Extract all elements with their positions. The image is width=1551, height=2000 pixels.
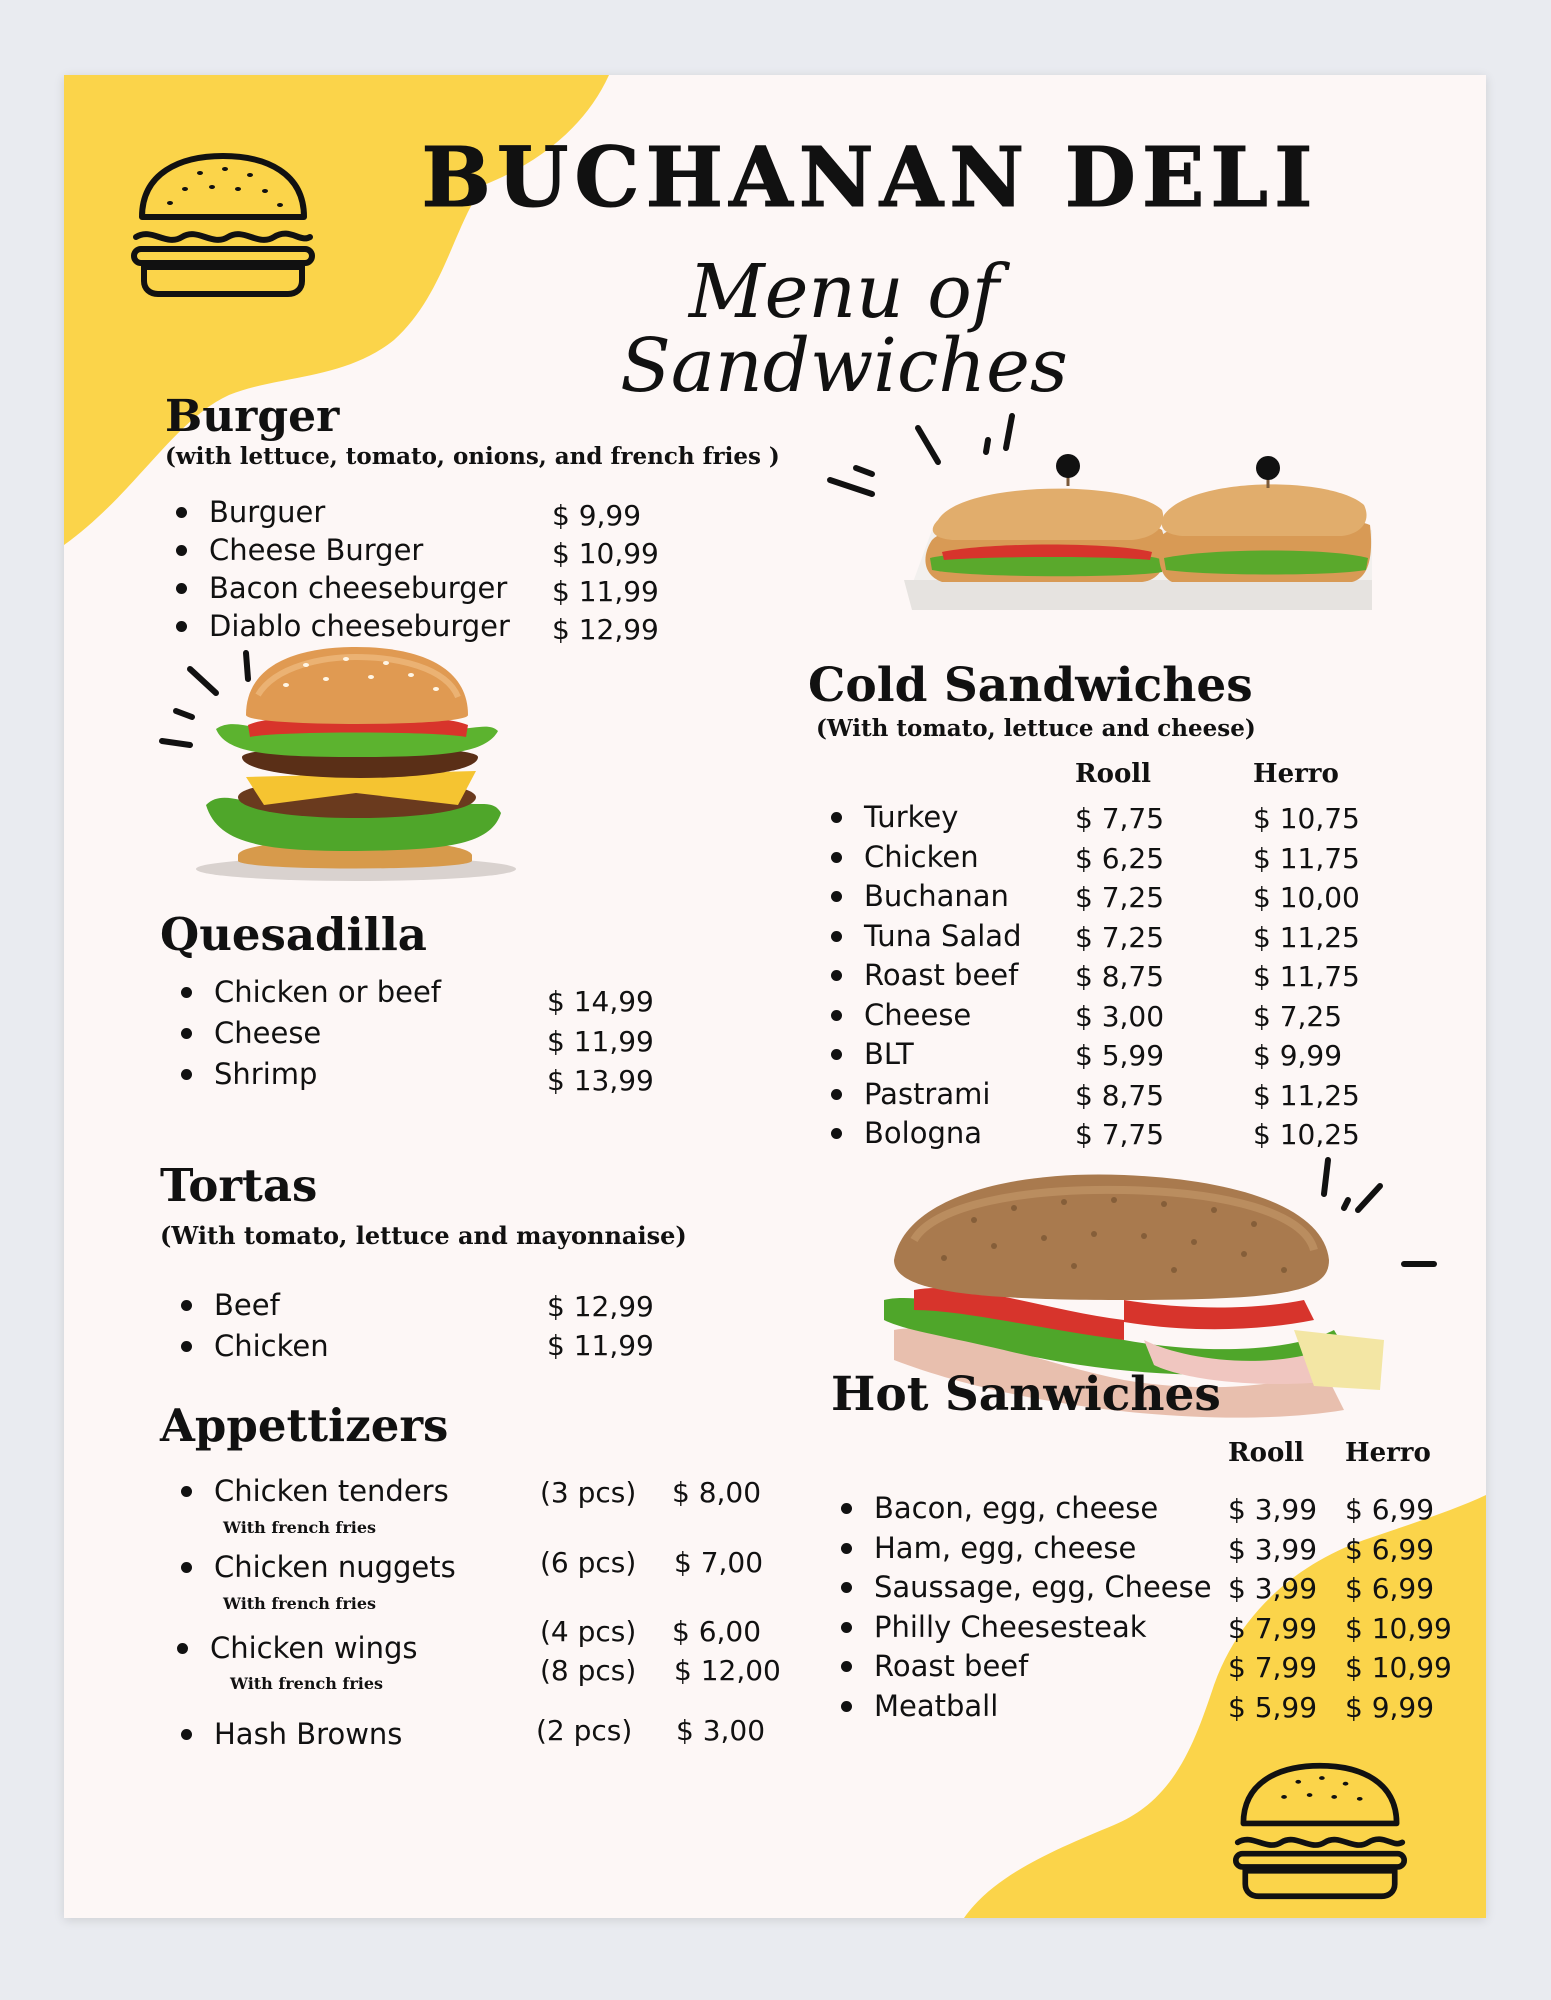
sandwich-image [812, 410, 1382, 640]
item-price-roll: $ 5,99 [1075, 1039, 1165, 1072]
column-header-roll: Rooll [1075, 759, 1152, 789]
section-heading-hot: Hot Sanwiches [831, 1367, 1221, 1422]
item-note: With french fries [223, 1518, 377, 1537]
item-price-hero: $ 10,25 [1253, 1118, 1360, 1151]
bullet [831, 1049, 842, 1060]
burger-image [146, 645, 546, 885]
item-price-hero: $ 11,75 [1253, 841, 1360, 875]
bullet [181, 1069, 192, 1080]
item-price-hero: $ 6,99 [1345, 1493, 1435, 1526]
item-price: $ 11,99 [547, 1329, 654, 1362]
item-name: Chicken or beef [214, 975, 442, 1009]
item-name: Cheese [864, 997, 972, 1032]
item-price-roll: $ 3,99 [1228, 1532, 1318, 1566]
item-name: Beef [214, 1288, 280, 1322]
item-price-roll: $ 5,99 [1228, 1690, 1318, 1724]
item-price-hero: $ 10,00 [1253, 881, 1360, 914]
bullet [841, 1582, 852, 1593]
item-name: Cheese Burger [209, 533, 424, 567]
bullet [181, 1028, 192, 1039]
item-price-roll: $ 7,25 [1075, 920, 1165, 954]
item-name: Chicken [864, 839, 979, 874]
item-qty: (2 pcs) [536, 1714, 633, 1747]
bullet [181, 987, 192, 998]
item-note: With french fries [223, 1594, 377, 1613]
item-name: Meatball [874, 1688, 999, 1723]
item-name: Chicken wings [210, 1631, 418, 1665]
section-heading-appetizers: Appettizers [160, 1399, 449, 1452]
item-name: BLT [864, 1037, 914, 1071]
item-name: Roast beef [864, 958, 1019, 992]
item-price: $ 11,99 [547, 1025, 654, 1058]
item-price-roll: $ 7,75 [1075, 802, 1165, 835]
bullet [841, 1622, 852, 1633]
burger-icon [130, 151, 316, 299]
menu-subtitle: Menu of Sandwiches [620, 249, 1068, 409]
item-name: Cheese [214, 1016, 322, 1050]
column-header-hero: Herro [1253, 759, 1339, 789]
section-note-burger: (with lettuce, tomato, onions, and french fries ) [165, 443, 780, 470]
bullet [831, 931, 842, 942]
item-name: Bacon cheeseburger [209, 571, 508, 605]
bullet [181, 1486, 192, 1497]
item-price-hero: $ 9,99 [1345, 1690, 1435, 1724]
bullet [841, 1503, 852, 1514]
bullet [831, 891, 842, 902]
bullet [831, 1089, 842, 1100]
item-price-hero: $ 11,75 [1253, 960, 1360, 993]
item-price-roll: $ 7,75 [1075, 1118, 1165, 1151]
bullet [841, 1543, 852, 1554]
item-price-hero: $ 11,25 [1253, 920, 1360, 954]
item-price-hero: $ 9,99 [1253, 1039, 1343, 1072]
bullet [176, 545, 187, 556]
column-header-hero: Herro [1345, 1438, 1431, 1468]
bullet [831, 852, 842, 863]
item-name: Shrimp [214, 1057, 318, 1091]
section-heading-burger: Burger [165, 391, 340, 442]
burger-icon [1230, 1761, 1410, 1901]
item-price-hero: $ 10,99 [1345, 1651, 1452, 1684]
item-name: Philly Cheesesteak [874, 1609, 1147, 1644]
item-name: Chicken tenders [214, 1474, 449, 1508]
item-price-roll: $ 3,99 [1228, 1572, 1318, 1605]
item-price-hero: $ 7,25 [1253, 999, 1343, 1033]
item-name: Chicken nuggets [214, 1550, 456, 1584]
item-name: Buchanan [864, 879, 1009, 913]
item-price: $ 3,00 [676, 1714, 766, 1747]
bullet [181, 1341, 192, 1352]
item-price-hero: $ 10,99 [1345, 1611, 1452, 1645]
item-price: $ 10,99 [552, 537, 659, 570]
bullet [176, 507, 187, 518]
item-name: Saussage, egg, Cheese [874, 1570, 1212, 1604]
item-price: $ 6,00 [672, 1615, 762, 1648]
item-price-hero: $ 6,99 [1345, 1532, 1435, 1566]
item-price: $ 14,99 [547, 985, 654, 1018]
item-price: $ 8,00 [672, 1476, 762, 1509]
item-price-roll: $ 3,00 [1075, 999, 1165, 1033]
bullet [841, 1701, 852, 1712]
item-price-2: $ 12,00 [674, 1654, 781, 1687]
item-price-hero: $ 6,99 [1345, 1572, 1435, 1605]
item-price: $ 13,99 [547, 1064, 654, 1097]
item-name: Burguer [209, 495, 326, 529]
item-price-roll: $ 7,99 [1228, 1611, 1318, 1645]
section-heading-tortas: Tortas [160, 1159, 318, 1212]
bullet [831, 812, 842, 823]
item-name: Bacon, egg, cheese [874, 1491, 1159, 1525]
item-name: Hash Browns [214, 1717, 403, 1751]
item-qty: (6 pcs) [540, 1546, 637, 1579]
item-name: Bologna [864, 1116, 982, 1150]
item-qty: (3 pcs) [540, 1476, 637, 1509]
restaurant-title: BUCHANAN DELI [421, 130, 1319, 226]
item-name: Tuna Salad [864, 918, 1022, 953]
item-price: $ 7,00 [674, 1546, 764, 1579]
item-name: Ham, egg, cheese [874, 1530, 1137, 1565]
section-note-tortas: (With tomato, lettuce and mayonnaise) [160, 1221, 687, 1250]
bullet [181, 1300, 192, 1311]
item-name: Diablo cheeseburger [209, 609, 510, 643]
item-price: $ 9,99 [552, 499, 642, 532]
item-price-hero: $ 10,75 [1253, 802, 1360, 835]
item-price-roll: $ 8,75 [1075, 960, 1165, 993]
bullet [176, 621, 187, 632]
item-name: Turkey [864, 800, 959, 834]
item-price-roll: $ 8,75 [1075, 1078, 1165, 1112]
item-qty-2: (8 pcs) [540, 1654, 637, 1687]
item-price-roll: $ 3,99 [1228, 1493, 1318, 1526]
item-name: Roast beef [874, 1649, 1029, 1683]
bullet [176, 583, 187, 594]
item-name: Chicken [214, 1329, 329, 1363]
bullet [177, 1643, 188, 1654]
section-heading-quesadilla: Quesadilla [160, 908, 427, 961]
bullet [831, 970, 842, 981]
item-name: Pastrami [864, 1076, 991, 1111]
item-price: $ 12,99 [547, 1290, 654, 1323]
bullet [831, 1128, 842, 1139]
section-heading-cold: Cold Sandwiches [808, 658, 1253, 713]
bullet [181, 1729, 192, 1740]
column-header-roll: Rooll [1228, 1438, 1305, 1468]
bullet [831, 1010, 842, 1021]
item-qty: (4 pcs) [540, 1615, 637, 1648]
item-price-hero: $ 11,25 [1253, 1078, 1360, 1112]
item-price: $ 11,99 [552, 575, 659, 608]
item-price: $ 12,99 [552, 613, 659, 646]
bullet [181, 1562, 192, 1573]
item-note: With french fries [230, 1674, 384, 1693]
bullet [841, 1661, 852, 1672]
item-price-roll: $ 7,99 [1228, 1651, 1318, 1684]
item-price-roll: $ 6,25 [1075, 841, 1165, 875]
menu-page [64, 75, 1486, 1918]
section-note-cold: (With tomato, lettuce and cheese) [816, 715, 1256, 742]
item-price-roll: $ 7,25 [1075, 881, 1165, 914]
